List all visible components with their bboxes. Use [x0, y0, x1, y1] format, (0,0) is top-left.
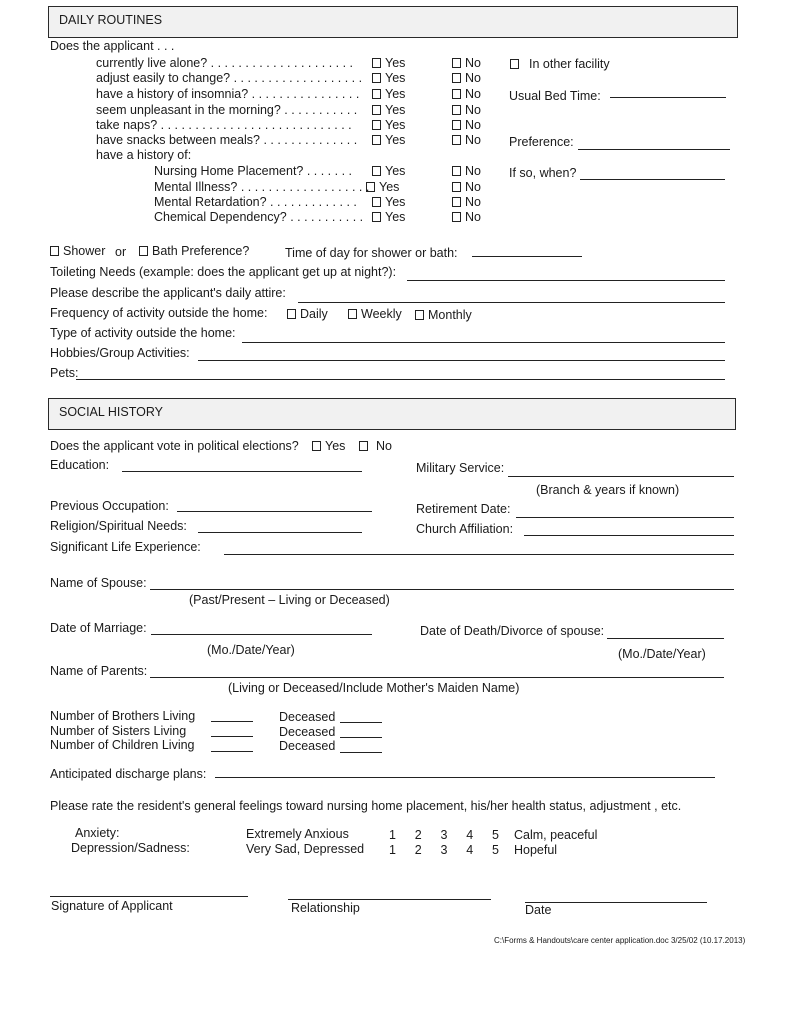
- yes-checkbox[interactable]: [372, 164, 405, 178]
- marriage-field[interactable]: [151, 634, 372, 635]
- depression-high-label: Hopeful: [514, 843, 558, 857]
- marriage-note: (Mo./Date/Year): [207, 643, 295, 657]
- hobbies-field[interactable]: [198, 360, 725, 361]
- yes-label: Yes: [385, 133, 406, 147]
- checkbox-icon: [452, 89, 461, 99]
- occupation-field[interactable]: [177, 511, 372, 512]
- checkbox-icon: [452, 212, 461, 222]
- no-label: No: [465, 164, 481, 178]
- bath-preference-label: Bath Preference?: [152, 244, 250, 258]
- religion-field[interactable]: [198, 532, 362, 533]
- rating-option[interactable]: 4: [466, 843, 474, 857]
- brothers-deceased-field[interactable]: [340, 722, 382, 723]
- in-other-facility-checkbox[interactable]: [510, 57, 610, 71]
- no-checkbox[interactable]: [452, 210, 481, 224]
- no-label: No: [465, 71, 481, 85]
- anxiety-low-label: Extremely Anxious: [246, 827, 349, 841]
- checkbox-icon: [139, 246, 148, 256]
- footer-path: C:\Forms & Handouts\care center application.doc 3/25/02 (10.17.2013): [494, 936, 746, 945]
- rating-option[interactable]: 1: [389, 828, 396, 842]
- retirement-label: Retirement Date:: [416, 502, 511, 516]
- deceased-label: Deceased: [279, 724, 336, 739]
- no-checkbox[interactable]: [452, 71, 481, 85]
- church-field[interactable]: [524, 535, 734, 536]
- spouse-label: Name of Spouse:: [50, 576, 147, 590]
- shower-label: Shower: [63, 244, 106, 258]
- yes-label: Yes: [385, 118, 406, 132]
- question-label: seem unpleasant in the morning? . . . . . . . . . . .: [96, 103, 358, 117]
- question-label: currently live alone? . . . . . . . . . . . . . . . . . . . . .: [96, 56, 354, 70]
- occupation-label: Previous Occupation:: [50, 499, 169, 513]
- usual-bed-time-label: Usual Bed Time:: [509, 89, 601, 103]
- pets-field[interactable]: [76, 379, 725, 380]
- no-checkbox[interactable]: [452, 180, 481, 194]
- brothers-label: Number of Brothers Living: [50, 709, 196, 723]
- activity-type-label: Type of activity outside the home:: [50, 326, 236, 340]
- deceased-label: Deceased: [279, 739, 336, 753]
- question-label: have snacks between meals? . . . . . . . . . . . . . .: [96, 133, 358, 147]
- checkbox-icon: [372, 73, 381, 83]
- no-label: No: [465, 87, 481, 101]
- daily-routines-header: [48, 6, 738, 38]
- depression-low-label: Very Sad, Depressed: [246, 842, 365, 856]
- sisters-label: Number of Sisters Living: [50, 723, 187, 738]
- sisters-living-field[interactable]: [211, 736, 253, 737]
- discharge-label: Anticipated discharge plans:: [50, 767, 207, 781]
- checkbox-icon: [372, 120, 381, 130]
- checkbox-icon: [452, 58, 461, 68]
- if-so-when-field[interactable]: [580, 179, 725, 180]
- history-question-label: Chemical Dependency? . . . . . . . . . . .: [154, 210, 364, 224]
- checkbox-icon: [372, 197, 381, 207]
- religion-label: Religion/Spiritual Needs:: [50, 519, 187, 533]
- yes-label: Yes: [325, 439, 346, 453]
- question-label: have a history of insomnia? . . . . . . . . . . . . . . . .: [96, 87, 360, 101]
- monthly-checkbox[interactable]: [415, 308, 472, 322]
- yes-checkbox[interactable]: [372, 195, 405, 209]
- no-label: No: [465, 103, 481, 117]
- depression-scale: [389, 843, 499, 857]
- yes-label: Yes: [379, 180, 400, 194]
- no-checkbox[interactable]: [452, 195, 481, 209]
- spouse-note: (Past/Present – Living or Deceased): [189, 593, 390, 607]
- children-label: Number of Children Living: [50, 738, 195, 752]
- yes-checkbox[interactable]: [372, 71, 405, 85]
- vote-label: Does the applicant vote in political elections?: [50, 439, 299, 453]
- attire-label: Please describe the applicant's daily attire:: [50, 286, 286, 300]
- rating-option[interactable]: 4: [466, 828, 474, 842]
- no-checkbox[interactable]: [452, 133, 481, 147]
- rating-option[interactable]: 3: [440, 828, 448, 842]
- toileting-field[interactable]: [407, 280, 725, 281]
- checkbox-icon: [50, 246, 59, 256]
- history-question-label: Nursing Home Placement? . . . . . . .: [154, 164, 352, 178]
- toileting-label: Toileting Needs (example: does the applicant get up at night?):: [50, 265, 397, 279]
- brothers-living-field[interactable]: [211, 721, 253, 722]
- checkbox-icon: [452, 166, 461, 176]
- marriage-label: Date of Marriage:: [50, 621, 147, 635]
- preference-label: Preference:: [509, 135, 574, 149]
- no-label: No: [465, 118, 481, 132]
- no-checkbox[interactable]: [452, 118, 481, 132]
- rating-option[interactable]: 2: [414, 828, 422, 842]
- deceased-label: Deceased: [279, 710, 336, 724]
- death-divorce-label: Date of Death/Divorce of spouse:: [420, 624, 605, 638]
- no-label: No: [465, 210, 481, 224]
- yes-checkbox[interactable]: [372, 56, 405, 70]
- anxiety-scale: [389, 828, 499, 842]
- military-note: (Branch & years if known): [536, 483, 680, 497]
- checkbox-icon: [452, 105, 461, 115]
- church-label: Church Affiliation:: [416, 522, 514, 536]
- yes-label: Yes: [385, 164, 406, 178]
- checkbox-icon: [372, 166, 381, 176]
- question-label: take naps? . . . . . . . . . . . . . . . . . . . . . . . . . . . .: [96, 118, 352, 132]
- weekly-label: Weekly: [361, 307, 402, 321]
- parents-label: Name of Parents:: [50, 664, 148, 678]
- no-label: No: [465, 133, 481, 147]
- or-text: or: [115, 245, 127, 259]
- yes-checkbox[interactable]: [366, 180, 399, 194]
- education-label: Education:: [50, 458, 110, 472]
- intro-text: Does the applicant . . .: [50, 39, 175, 53]
- deceased-labels: [279, 710, 335, 754]
- rating-option[interactable]: 2: [414, 843, 422, 857]
- rating-option[interactable]: 5: [492, 828, 499, 842]
- yes-checkbox[interactable]: [372, 103, 405, 117]
- shower-checkbox[interactable]: [50, 244, 105, 258]
- checkbox-icon: [452, 182, 461, 192]
- date-label: Date: [525, 903, 552, 917]
- yes-label: Yes: [385, 56, 406, 70]
- checkbox-icon: [366, 182, 375, 192]
- checkbox-icon: [452, 120, 461, 130]
- parents-note: (Living or Deceased/Include Mother's Maiden Name): [228, 681, 520, 695]
- in-other-facility-label: In other facility: [529, 57, 610, 71]
- yes-checkbox[interactable]: [372, 210, 405, 224]
- time-of-day-label: Time of day for shower or bath:: [285, 246, 458, 260]
- siblings-labels: [50, 709, 195, 753]
- no-label: No: [465, 180, 481, 194]
- no-label: No: [465, 195, 481, 209]
- rating-option[interactable]: 3: [440, 843, 448, 857]
- social-history-header: [48, 398, 736, 430]
- yes-label: Yes: [385, 210, 406, 224]
- yes-label: Yes: [385, 71, 406, 85]
- discharge-field[interactable]: [215, 777, 715, 778]
- yes-label: Yes: [385, 103, 406, 117]
- checkbox-icon: [348, 309, 357, 319]
- no-label: No: [465, 56, 481, 70]
- children-deceased-field[interactable]: [340, 752, 382, 753]
- no-checkbox[interactable]: [452, 164, 481, 178]
- checkbox-icon: [452, 73, 461, 83]
- checkbox-icon: [510, 59, 519, 69]
- yes-label: Yes: [385, 87, 406, 101]
- question-label: adjust easily to change? . . . . . . . . . . . . . . . . . . .: [96, 71, 363, 85]
- frequency-label: Frequency of activity outside the home:: [50, 306, 268, 320]
- time-of-day-field[interactable]: [472, 256, 582, 257]
- relationship-field[interactable]: [288, 899, 491, 900]
- depression-label: Depression/Sadness:: [71, 841, 190, 855]
- checkbox-icon: [312, 441, 321, 451]
- checkbox-icon: [287, 309, 296, 319]
- hobbies-label: Hobbies/Group Activities:: [50, 346, 190, 360]
- activity-type-field[interactable]: [242, 342, 725, 343]
- yes-label: Yes: [385, 195, 406, 209]
- sisters-deceased-field[interactable]: [340, 737, 382, 738]
- parents-field[interactable]: [150, 677, 724, 678]
- history-question-label: Mental Illness? . . . . . . . . . . . . . . . . . . .: [154, 180, 370, 194]
- rate-prompt: Please rate the resident's general feelings toward nursing home placement, his/her health status, adjustment , etc.: [50, 799, 682, 813]
- checkbox-icon: [415, 310, 424, 320]
- vote-no-checkbox[interactable]: [359, 439, 392, 453]
- daily-label: Daily: [300, 307, 328, 321]
- no-checkbox[interactable]: [452, 56, 481, 70]
- death-note: (Mo./Date/Year): [618, 647, 706, 661]
- yes-checkbox[interactable]: [372, 133, 405, 147]
- checkbox-icon: [359, 441, 368, 451]
- relationship-label: Relationship: [291, 901, 360, 915]
- rating-option[interactable]: 5: [492, 843, 499, 857]
- yes-checkbox[interactable]: [372, 87, 405, 101]
- spouse-field[interactable]: [150, 589, 734, 590]
- bath-checkbox[interactable]: [139, 244, 249, 258]
- military-field[interactable]: [508, 476, 734, 477]
- usual-bed-time-field[interactable]: [610, 97, 726, 98]
- checkbox-icon: [372, 212, 381, 222]
- military-label: Military Service:: [416, 461, 505, 475]
- attire-field[interactable]: [298, 302, 725, 303]
- death-divorce-field[interactable]: [607, 638, 724, 639]
- yes-checkbox[interactable]: [372, 118, 405, 132]
- no-label: No: [376, 439, 392, 453]
- signature-field[interactable]: [50, 896, 248, 897]
- rating-option[interactable]: 1: [389, 843, 396, 857]
- checkbox-icon: [372, 89, 381, 99]
- date-field[interactable]: [525, 902, 707, 903]
- checkbox-icon: [372, 58, 381, 68]
- no-checkbox[interactable]: [452, 87, 481, 101]
- monthly-label: Monthly: [428, 308, 472, 322]
- signature-label: Signature of Applicant: [51, 899, 173, 913]
- anxiety-high-label: Calm, peaceful: [514, 828, 598, 842]
- section-title: DAILY ROUTINES: [59, 13, 163, 27]
- no-checkbox[interactable]: [452, 103, 481, 117]
- vote-yes-checkbox[interactable]: [312, 439, 345, 453]
- preference-field[interactable]: [578, 149, 730, 150]
- history-question-label: Mental Retardation? . . . . . . . . . . . . .: [154, 195, 357, 209]
- checkbox-icon: [452, 135, 461, 145]
- checkbox-icon: [372, 105, 381, 115]
- history-label: have a history of:: [96, 148, 192, 162]
- life-experience-label: Significant Life Experience:: [50, 540, 201, 554]
- retirement-field[interactable]: [516, 517, 734, 518]
- checkbox-icon: [372, 135, 381, 145]
- section-title: SOCIAL HISTORY: [59, 405, 163, 419]
- if-so-when-label: If so, when?: [509, 166, 577, 180]
- children-living-field[interactable]: [211, 751, 253, 752]
- life-experience-field[interactable]: [224, 554, 734, 555]
- weekly-checkbox[interactable]: [348, 307, 402, 321]
- pets-label: Pets:: [50, 366, 79, 380]
- anxiety-label: Anxiety:: [75, 826, 120, 840]
- checkbox-icon: [452, 197, 461, 207]
- daily-checkbox[interactable]: [287, 307, 328, 321]
- education-field[interactable]: [122, 471, 362, 472]
